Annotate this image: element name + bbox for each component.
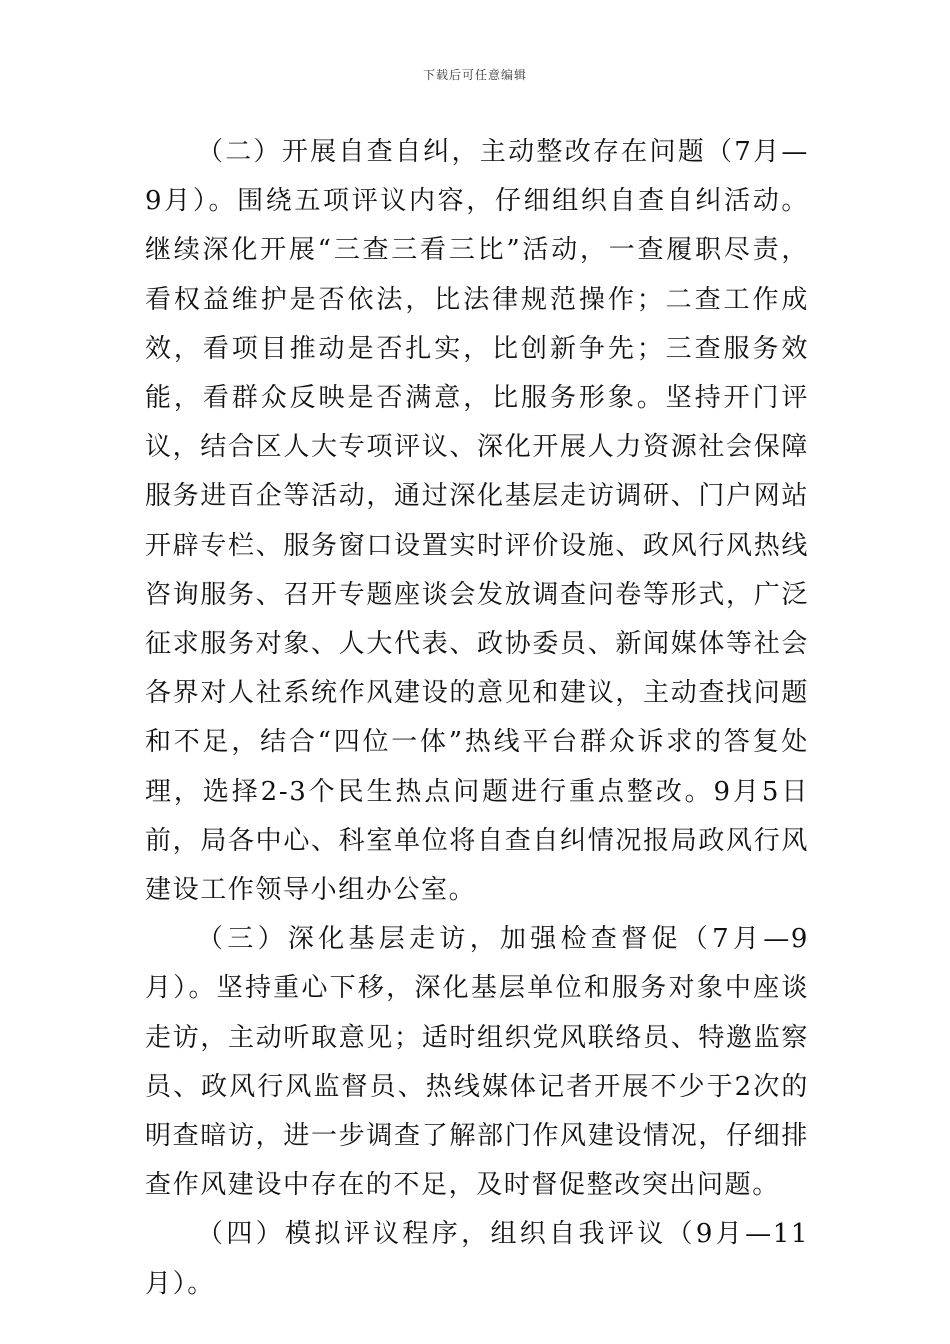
paragraph-self-evaluation: （四）模拟评议程序，组织自我评议（9月—11月）。 <box>145 1219 809 1299</box>
paragraph-grassroots-visits: （三）深化基层走访，加强检查督促（7月—9月）。坚持重心下移，深化基层单位和服务对象中座谈走访，主动听取意见；适时组织党风联络员、特邀监察员、政风行风监督员、热线媒体记者开展不少于2次的明查暗访，进一步调查了解部门作风建设情况，仔细排查作风建设中存在的不足，及时督促整改突出问题。 <box>145 924 809 1201</box>
document-body <box>145 128 809 1309</box>
page-header: 下载后可任意编辑 <box>422 68 527 82</box>
paragraph-self-inspection: （二）开展自查自纠，主动整改存在问题（7月—9月）。围绕五项评议内容，仔细组织自查自纠活动。继续深化开展“三查三看三比”活动，一查履职尽责，看权益维护是否依法，比法律规范操作；二查工作成效，看项目推动是否扎实，比创新争先；三查服务效能，看群众反映是否满意，比服务形象。坚持开门评议，结合区人大专项评议、深化开展人力资源社会保障服务进百企等活动，通过深化基层走访调研、门户网站开辟专栏、服务窗口设置实时评价设施、政风行风热线咨询服务、召开专题座谈会发放调查问卷等形式，广泛征求服务对象、人大代表、政协委员、新闻媒体等社会各界对人社系统作风建设的意见和建议，主动查找问题和不足，结合“四位一体”热线平台群众诉求的答复处理，选择2-3个民生热点问题进行重点整改。9月5日前，局各中心、科室单位将自查自纠情况报局政风行风建设工作领导小组办公室。 <box>145 137 810 906</box>
